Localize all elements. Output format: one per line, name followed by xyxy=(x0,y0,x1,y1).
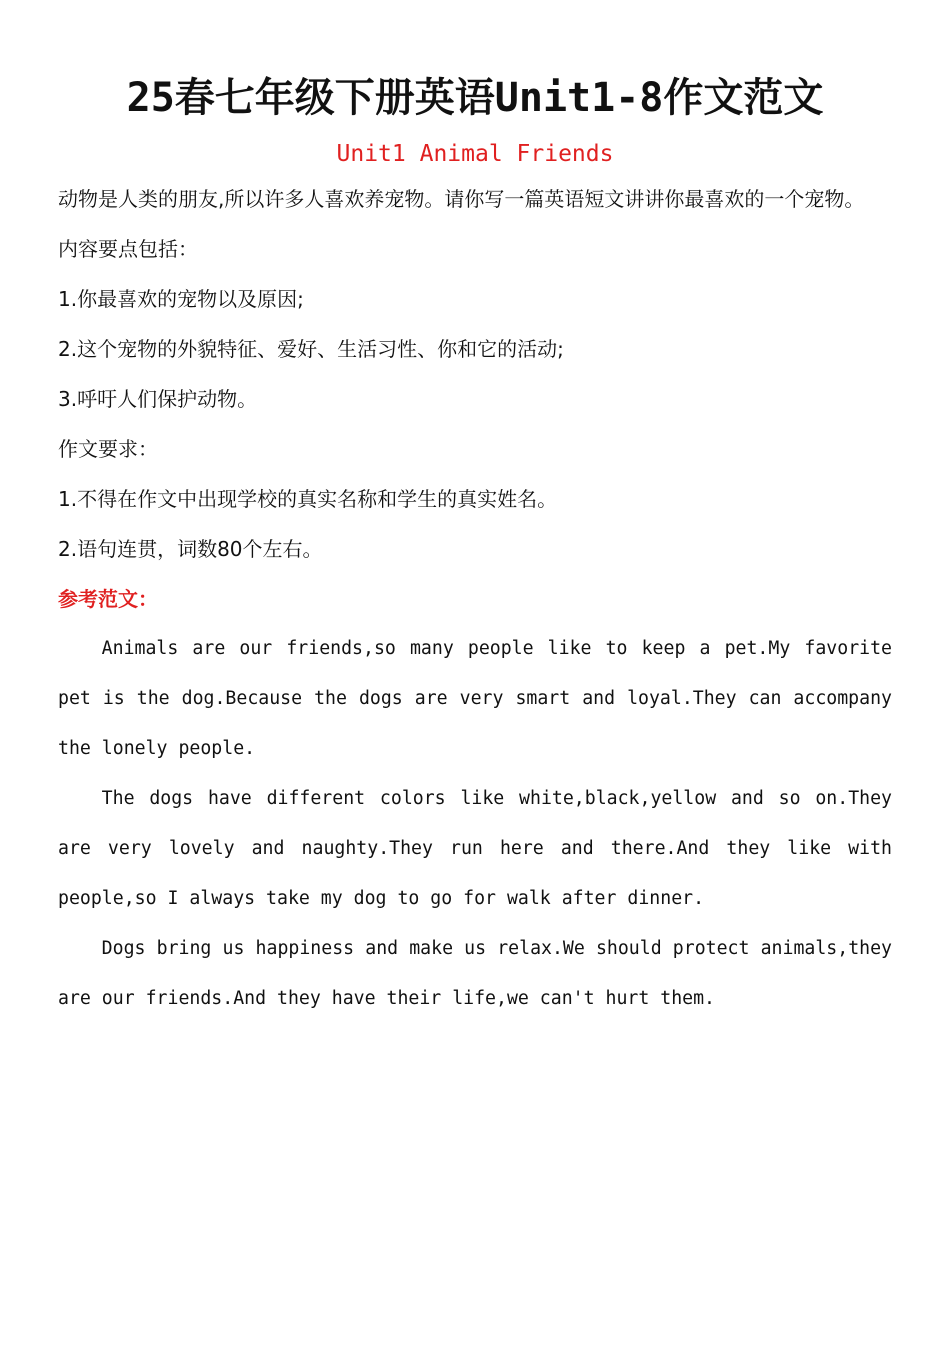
content-points-label: 内容要点包括： xyxy=(58,237,198,261)
unit-title: Unit1 Animal Friends xyxy=(336,141,614,167)
reference-essay-label: 参考范文： xyxy=(58,587,158,611)
requirement-item: 2.语句连贯，词数80个左右。 xyxy=(58,537,323,561)
requirement-item: 1.不得在作文中出现学校的真实名称和学生的真实姓名。 xyxy=(58,487,558,511)
essay-paragraph: The dogs have different colors like white,black,yellow and so on.They are very lovely and naughty.They run here and there.And they like with people,so I always take my dog to go for walk after dinner. xyxy=(58,788,892,909)
content-point: 2.这个宠物的外貌特征、爱好、生活习性、你和它的活动; xyxy=(58,337,564,361)
prompt-text: 动物是人类的朋友,所以许多人喜欢养宠物。请你写一篇英语短文讲讲你最喜欢的一个宠物。 xyxy=(58,187,865,211)
content-point: 3.呼吁人们保护动物。 xyxy=(58,387,258,411)
essay-paragraph: Animals are our friends,so many people like to keep a pet.My favorite pet is the dog.Because the dogs are very smart and loyal.They can accompany the lonely people. xyxy=(58,638,892,759)
essay-paragraph: Dogs bring us happiness and make us relax.We should protect animals,they are our friends.And they have their life,we can't hurt them. xyxy=(58,938,892,1009)
content-point: 1.你最喜欢的宠物以及原因; xyxy=(58,287,304,311)
requirements-label: 作文要求： xyxy=(58,437,158,461)
writing-prompt xyxy=(58,174,892,574)
reference-essay xyxy=(58,624,892,1024)
document-title: 25春七年级下册英语Unit1-8作文范文 xyxy=(126,75,824,121)
